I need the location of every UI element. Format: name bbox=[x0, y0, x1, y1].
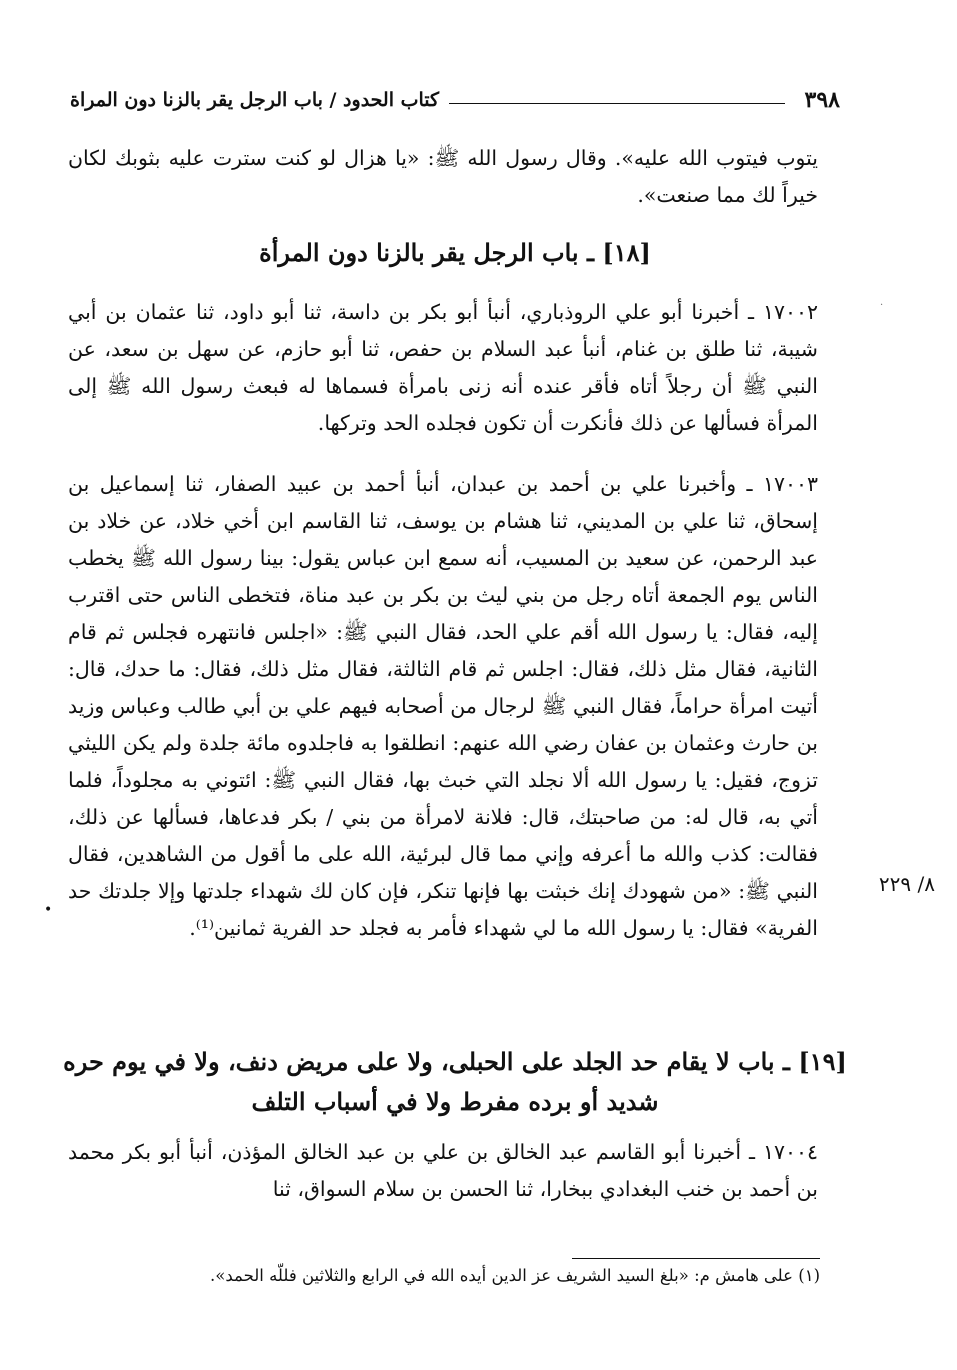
page-number: ٣٩٨ bbox=[804, 87, 840, 113]
hadith-17003-text: ١٧٠٠٣ ـ وأخبرنا علي بن أحمد بن عبدان، أنبأ أحمد بن عبيد الصفار، ثنا إسماعيل بن إسحاق، ثنا علي بن المديني، ثنا هشام بن يوسف، ثنا القاسم ابن أخي خلاد، عن خلاد بن عبد الرحمن، عن سعيد بن المسيب، أنه سمع ابن عباس يقول: بينا رسول الله ﷺ يخطب الناس يوم الجمعة أتاه رجل من بني ليث بن بكر بن عبد مناة، فتخطى الناس حتى اقترب إليه، فقال: يا رسول الله أقم علي الحد، فقال النبي ﷺ: «اجلس فانتهره فجلس ثم قام الثانية، فقال مثل ذلك، فقال: اجلس ثم قام الثالثة، فقال مثل ذلك، فقال: ما حدك، قال: أتيت امرأة حراماً، فقال النبي ﷺ لرجال من أصحابه فيهم علي بن أبي طالب وعباس وزيد بن حارث وعثمان بن عفان رضي الله عنهم: انطلقوا به فاجلدوه مائة جلدة ولم يكن الليثي تزوج، فقيل: يا رسول الله ألا نجلد التي خبث بها، فقال النبي ﷺ: ائتوني به مجلوداً، فلما أتي به، قال له: من صاحبتك، قال: فلانة لامرأة من بني / بكر فدعاها، فسألها عن ذلك، فقالت: كذب والله ما أعرفه وإني مما قال لبرئية، الله على ما أقول من الشاهدين، فقال النبي ﷺ: «من شهودك إنك خبثت بها فإنها تنكر، فإن كان لك شهداء جلدتها وإلا جلدتك حد الفرية» فقال: يا رسول الله ما لي شهداء فأمر به فجلد حد الفرية ثمانين⁽¹⁾. bbox=[68, 472, 818, 940]
top-paragraph-text: يتوب فيتوب الله عليه». وقال رسول الله ﷺ: «يا هزال لو كنت سترت عليه بثوبك لكان خيراً لك مما صنعت». bbox=[68, 146, 818, 207]
margin-star-mark: • bbox=[44, 902, 53, 918]
hadith-17002 bbox=[68, 294, 818, 442]
running-title: كتاب الحدود / باب الرجل يقر بالزنا دون المراة bbox=[70, 89, 440, 111]
hadith-17004-text: ١٧٠٠٤ ـ أخبرنا أبو القاسم عبد الخالق بن علي بن عبد الخالق المؤذن، أنبأ أبو بكر محمد بن أحمد بن خنب البغدادي ببخارا، ثنا الحسن بن سلام السواق، ثنا bbox=[68, 1140, 818, 1201]
top-paragraph bbox=[68, 140, 818, 214]
footnote: (١) على هامش م: «بلغ السيد الشريف عز الدين أيده الله في الرابع والثلاثين فللّه الحمد». bbox=[210, 1266, 820, 1285]
hadith-17004 bbox=[68, 1134, 818, 1208]
hadith-17002-text: ١٧٠٠٢ ـ أخبرنا أبو علي الروذباري، أنبأ أبو بكر بن داسة، ثنا أبو داود، ثنا عثمان بن أبي شيبة، ثنا طلق بن غنام، أنبأ عبد السلام بن حفص، ثنا أبو حازم، عن سهل بن سعد، عن النبي ﷺ أن رجلاً أتاه فأقر عنده أنه زنى بامرأة فسماها له فبعث رسول الله ﷺ إلى المرأة فسألها عن ذلك فأنكرت أن تكون فجلده الحد وتركها. bbox=[68, 300, 818, 435]
header-rule bbox=[449, 103, 784, 104]
chapter-heading-18: [١٨] ـ باب الرجل يقر بالزنا دون المرأة bbox=[259, 238, 651, 267]
footnote-rule bbox=[572, 1258, 820, 1259]
margin-reference: ٨/ ٢٢٩ bbox=[878, 872, 935, 896]
hadith-17003 bbox=[68, 466, 818, 947]
chapter-heading-19: [١٩] ـ باب لا يقام حد الجلد على الحبلى، ولا على مريض دنف، ولا في يوم حره شديد أو برده مفرط ولا في أسباب التلف bbox=[63, 1047, 847, 1116]
page-header bbox=[70, 82, 840, 118]
margin-dot: · bbox=[880, 300, 884, 311]
